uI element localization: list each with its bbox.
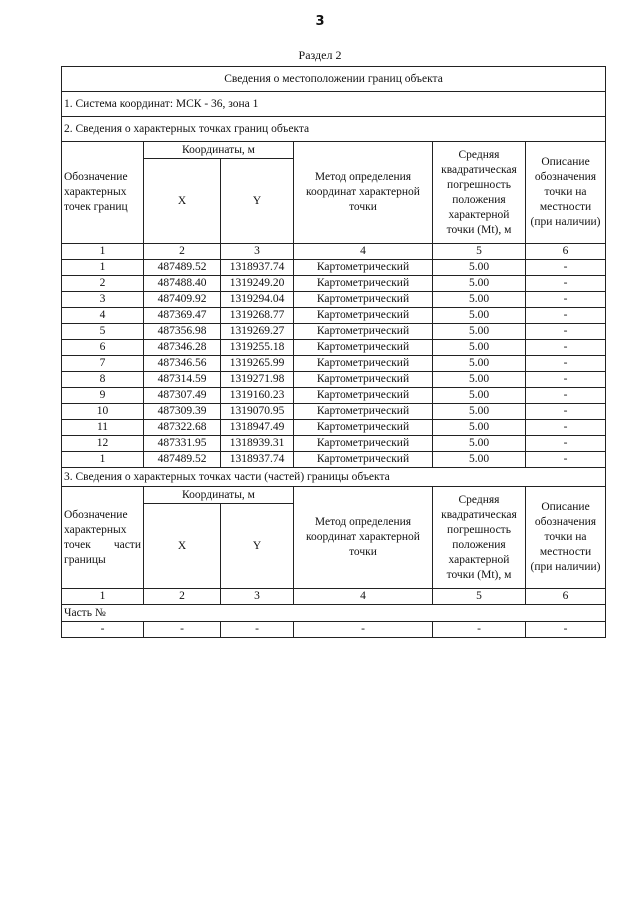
table-cell: 9	[62, 388, 144, 404]
table-row	[62, 340, 606, 356]
part3-header-y: Y	[221, 504, 294, 589]
header-x: X	[144, 159, 221, 244]
column-number: 4	[294, 244, 433, 260]
part3-designation-line	[64, 538, 141, 553]
table-cell: 487488.40	[144, 276, 221, 292]
table-cell: 5.00	[433, 372, 526, 388]
column-number: 4	[294, 589, 433, 605]
table-cell: 5.00	[433, 388, 526, 404]
section-label: Раздел 2	[298, 48, 342, 62]
table-row	[62, 260, 606, 276]
table-cell: 5.00	[433, 420, 526, 436]
table-cell: 12	[62, 436, 144, 452]
table-cell: 1319160.23	[221, 388, 294, 404]
table-cell: 1319294.04	[221, 292, 294, 308]
column-number: 3	[221, 244, 294, 260]
table-cell: 5.00	[433, 340, 526, 356]
table-cell: 5.00	[433, 404, 526, 420]
table-cell: -	[221, 622, 294, 638]
table-cell: 1	[62, 260, 144, 276]
column-number: 5	[433, 244, 526, 260]
table-row	[62, 388, 606, 404]
column-number: 1	[62, 589, 144, 605]
table-cell: 487369.47	[144, 308, 221, 324]
table-row	[62, 308, 606, 324]
part3-header-x: X	[144, 504, 221, 589]
table-row	[62, 404, 606, 420]
table-cell: 4	[62, 308, 144, 324]
table-cell: 5.00	[433, 436, 526, 452]
table-row	[62, 324, 606, 340]
table-cell: Картометрический	[294, 276, 433, 292]
part-label: Часть №	[62, 605, 606, 622]
header-designation: Обозначение характерных точек границ	[62, 142, 144, 244]
table-cell: 1319265.99	[221, 356, 294, 372]
table-cell: 1318937.74	[221, 260, 294, 276]
table-cell: -	[526, 622, 606, 638]
column-number: 2	[144, 244, 221, 260]
table-cell: 1319255.18	[221, 340, 294, 356]
part3-designation-line: границы	[64, 553, 106, 566]
table-cell: 487314.59	[144, 372, 221, 388]
table-cell: -	[526, 356, 606, 372]
table-cell: 487356.98	[144, 324, 221, 340]
table-cell: -	[526, 420, 606, 436]
table-row	[62, 276, 606, 292]
table-cell: -	[526, 276, 606, 292]
table-cell: Картометрический	[294, 324, 433, 340]
table-cell: -	[433, 622, 526, 638]
part3-designation-word: точек	[64, 538, 91, 551]
table-cell: 1	[62, 452, 144, 468]
table-cell: 11	[62, 420, 144, 436]
table-cell: -	[144, 622, 221, 638]
table-row	[62, 356, 606, 372]
table-cell: 5.00	[433, 308, 526, 324]
column-number: 6	[526, 589, 606, 605]
table-cell: 487307.49	[144, 388, 221, 404]
part3-empty-row	[62, 622, 606, 638]
table-cell: Картометрический	[294, 356, 433, 372]
coord-system: 1. Система координат: МСК - 36, зона 1	[62, 92, 606, 117]
table-cell: 5.00	[433, 356, 526, 372]
column-number: 2	[144, 589, 221, 605]
part3-title: 3. Сведения о характерных точках части (частей) границы объекта	[62, 468, 606, 487]
table-cell: 8	[62, 372, 144, 388]
table-row	[62, 452, 606, 468]
table-cell: 487322.68	[144, 420, 221, 436]
table-cell: 2	[62, 276, 144, 292]
column-number: 5	[433, 589, 526, 605]
table-cell: 1318937.74	[221, 452, 294, 468]
table-cell: 5.00	[433, 452, 526, 468]
part3-column-numbers-row	[62, 589, 606, 605]
table-cell: 1318939.31	[221, 436, 294, 452]
column-number: 6	[526, 244, 606, 260]
part3-header-error: Средняя квадратическая погрешность положения характерной точки (Mt), м	[433, 487, 526, 589]
table-cell: Картометрический	[294, 436, 433, 452]
table-cell: 1319268.77	[221, 308, 294, 324]
table-cell: 487409.92	[144, 292, 221, 308]
table-row	[62, 372, 606, 388]
table-cell: -	[526, 340, 606, 356]
header-y: Y	[221, 159, 294, 244]
table-cell: Картометрический	[294, 308, 433, 324]
header-description: Описание обозначения точки на местности (при наличии)	[526, 142, 606, 244]
column-numbers-row	[62, 244, 606, 260]
table-cell: -	[62, 622, 144, 638]
header-method: Метод определения координат характерной точки	[294, 142, 433, 244]
table-cell: 5	[62, 324, 144, 340]
table-cell: 487489.52	[144, 452, 221, 468]
table-cell: 487309.39	[144, 404, 221, 420]
table-cell: 487346.56	[144, 356, 221, 372]
table-cell: -	[526, 324, 606, 340]
table-cell: -	[526, 436, 606, 452]
table-cell: 5.00	[433, 324, 526, 340]
table-row	[62, 436, 606, 452]
part2-title: 2. Сведения о характерных точках границ объекта	[62, 117, 606, 142]
table-cell: Картометрический	[294, 388, 433, 404]
table-cell: 6	[62, 340, 144, 356]
header-coords: Координаты, м	[144, 142, 294, 159]
table-cell: -	[526, 372, 606, 388]
table-cell: Картометрический	[294, 340, 433, 356]
part3-header-designation	[62, 487, 144, 589]
part3-header-description: Описание обозначения точки на местности (при наличии)	[526, 487, 606, 589]
table-cell: 1318947.49	[221, 420, 294, 436]
table-cell: 1319070.95	[221, 404, 294, 420]
table-cell: 10	[62, 404, 144, 420]
table-row	[62, 420, 606, 436]
table-cell: -	[526, 452, 606, 468]
table-cell: 1319271.98	[221, 372, 294, 388]
part3-designation-word: части	[113, 538, 141, 551]
part3-designation-line: характерных	[64, 523, 127, 536]
table-cell: -	[526, 308, 606, 324]
table-cell: -	[526, 404, 606, 420]
part3-header-coords: Координаты, м	[144, 487, 294, 504]
table-cell: Картометрический	[294, 404, 433, 420]
table-row	[62, 292, 606, 308]
table-cell: -	[294, 622, 433, 638]
part3-designation-line: Обозначение	[64, 508, 128, 521]
table-cell: -	[526, 292, 606, 308]
table-cell: 487331.95	[144, 436, 221, 452]
header-error: Средняя квадратическая погрешность положения характерной точки (Mt), м	[433, 142, 526, 244]
table-cell: 1319269.27	[221, 324, 294, 340]
table-cell: 5.00	[433, 276, 526, 292]
table-cell: Картометрический	[294, 372, 433, 388]
table-cell: -	[526, 388, 606, 404]
table-cell: Картометрический	[294, 292, 433, 308]
table-cell: 5.00	[433, 260, 526, 276]
table-cell: 5.00	[433, 292, 526, 308]
table-cell: 487346.28	[144, 340, 221, 356]
table-cell: -	[526, 260, 606, 276]
table-cell: Картометрический	[294, 420, 433, 436]
part3-header-method: Метод определения координат характерной точки	[294, 487, 433, 589]
table-cell: Картометрический	[294, 260, 433, 276]
page-number: 3	[315, 14, 325, 29]
table-cell: 3	[62, 292, 144, 308]
column-number: 1	[62, 244, 144, 260]
column-number: 3	[221, 589, 294, 605]
boundary-table	[61, 66, 606, 638]
table-cell: 1319249.20	[221, 276, 294, 292]
table-cell: 487489.52	[144, 260, 221, 276]
table-cell: Картометрический	[294, 452, 433, 468]
table-cell: 7	[62, 356, 144, 372]
table-title: Сведения о местоположении границ объекта	[62, 67, 606, 92]
